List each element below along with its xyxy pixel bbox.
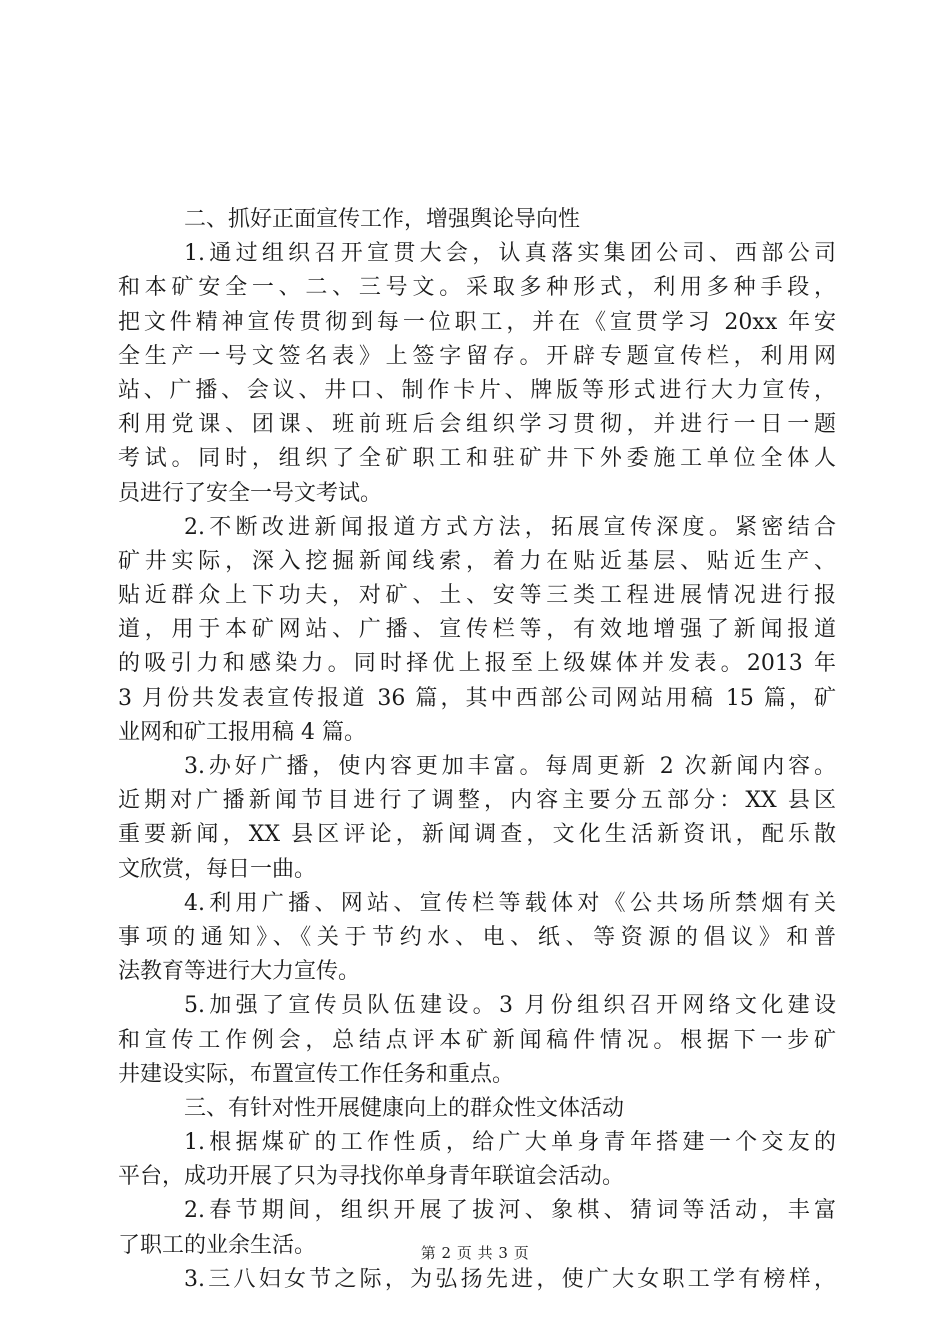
text-line: 贴近群众上下功夫，对矿、土、安等三类工程进展情况进行报 [118, 583, 836, 609]
text-line: 和宣传工作例会，总结点评本矿新闻稿件情况。根据下一步矿 [118, 1027, 836, 1053]
text-line: 近期对广播新闻节目进行了调整，内容主要分五部分：XX 县区 [118, 788, 836, 814]
text-line: 3.三八妇女节之际，为弘扬先进，使广大女职工学有榜样， [184, 1266, 836, 1292]
text-line: 和本矿安全一、二、三号文。采取多种形式，利用多种手段， [118, 275, 836, 301]
text-line: 利用党课、团课、班前班后会组织学习贯彻，并进行一日一题 [118, 412, 836, 438]
text-line: 平台，成功开展了只为寻找你单身青年联谊会活动。 [118, 1164, 625, 1190]
text-line: 3 月份共发表宣传报道 36 篇，其中西部公司网站用稿 15 篇，矿 [118, 685, 836, 711]
text-line: 3.办好广播，使内容更加丰富。每周更新 2 次新闻内容。 [184, 754, 836, 779]
text-line: 井建设实际，布置宣传工作任务和重点。 [118, 1061, 515, 1087]
text-line: 4.利用广播、网站、宣传栏等载体对《公共场所禁烟有关 [184, 890, 836, 916]
text-line: 矿井实际，深入挖掘新闻线索，着力在贴近基层、贴近生产、 [118, 548, 836, 574]
text-line: 重要新闻，XX 县区评论，新闻调查，文化生活新资讯，配乐散 [118, 822, 836, 848]
text-line: 道，用于本矿网站、广播、宣传栏等，有效地增强了新闻报道 [118, 617, 836, 643]
text-line: 站、广播、会议、井口、制作卡片、牌版等形式进行大力宣传， [118, 377, 836, 403]
text-line: 事项的通知》、《关于节约水、电、纸、等资源的倡议》和普 [118, 924, 836, 950]
text-line: 的吸引力和感染力。同时择优上报至上级媒体并发表。2013 年 [118, 651, 836, 677]
text-line: 把文件精神宣传贯彻到每一位职工，并在《宣贯学习 20xx 年安 [118, 309, 836, 335]
text-line: 三、有针对性开展健康向上的群众性文体活动 [184, 1095, 625, 1121]
text-line: 考试。同时，组织了全矿职工和驻矿井下外委施工单位全体人 [118, 446, 836, 472]
text-line: 了职工的业余生活。 [118, 1232, 317, 1258]
text-line: 文欣赏，每日一曲。 [118, 856, 317, 882]
text-line: 1.通过组织召开宣贯大会，认真落实集团公司、西部公司 [184, 241, 836, 267]
text-line: 2.不断改进新闻报道方式方法，拓展宣传深度。紧密结合 [184, 514, 836, 540]
text-line: 1.根据煤矿的工作性质，给广大单身青年搭建一个交友的 [184, 1130, 836, 1156]
text-line: 二、抓好正面宣传工作，增强舆论导向性 [184, 207, 581, 232]
text-line: 法教育等进行大力宣传。 [118, 959, 361, 985]
text-line: 员进行了安全一号文考试。 [118, 480, 383, 506]
text-line: 2.春节期间，组织开展了拔河、象棋、猜词等活动，丰富 [184, 1198, 836, 1224]
document-body [118, 203, 836, 1297]
page-number-footer: 第 2 页 共 3 页 [420, 1244, 530, 1262]
text-line: 业网和矿工报用稿 4 篇。 [118, 719, 366, 745]
text-line: 全生产一号文签名表》上签字留存。开辟专题宣传栏，利用网 [118, 343, 836, 369]
text-line: 5.加强了宣传员队伍建设。3 月份组织召开网络文化建设 [184, 993, 836, 1019]
